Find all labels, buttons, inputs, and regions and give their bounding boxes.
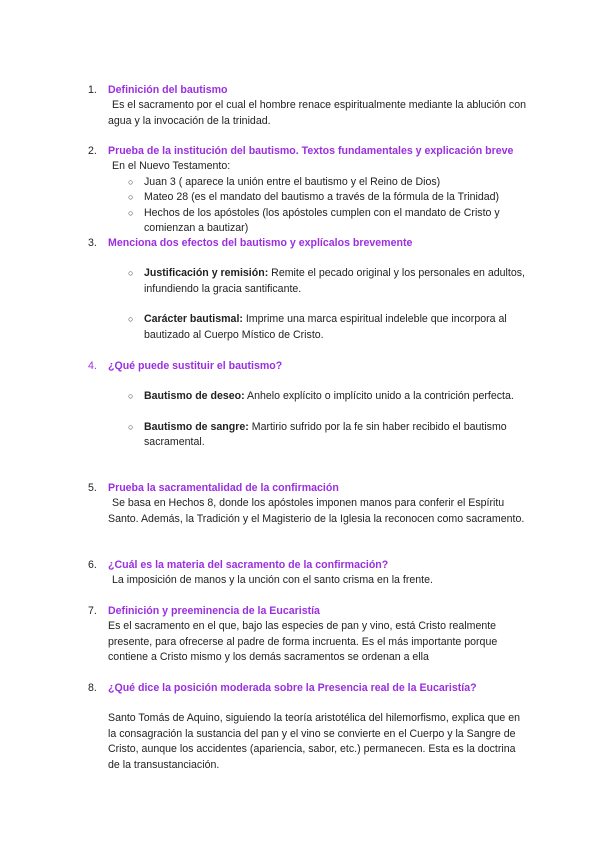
bullet-icon: ○ [128,192,134,203]
list-item: ○ Bautismo de sangre: Martirio sufrido por la fe sin haber recibido el bautismo sacramental. [128,420,507,449]
question-title: Definición del bautismo [108,84,228,96]
effects-list [88,266,528,343]
list-item: ○ Mateo 28 (es el mandato del bautismo a través de la fórmula de la Trinidad) [88,190,528,205]
question-title: ¿Cuál es la materia del sacramento de la confirmación? [108,559,389,571]
question-number: 1. [88,84,97,96]
list-item: ○ Justificación y remisión: Remite el pecado original y los personales en adultos, infundiendo la gracia santificante. [128,267,525,295]
bullet-icon: ○ [128,268,134,279]
question-title: Prueba la sacramentalidad de la confirmación [108,482,339,494]
question-title: Menciona dos efectos del bautismo y explícalos brevemente [108,237,413,249]
question-title: Prueba de la institución del bautismo. Textos fundamentales y explicación breve [108,145,514,157]
question-title: ¿Qué puede sustituir el bautismo? [108,360,283,372]
question-5 [88,481,528,527]
bullet-icon: ○ [128,421,134,432]
question-answer: Se basa en Hechos 8, donde los apóstoles imponen manos para conferir el Espíritu Santo. Además, la Tradición y el Magisterio de la Iglesia la reconocen como sacramento. [108,497,525,525]
question-number: 7. [88,605,97,617]
bullet-icon: ○ [128,314,134,325]
question-answer: Es el sacramento por el cual el hombre renace espiritualmente mediante la ablución con agua y la invocación de la trinidad. [108,99,526,127]
question-1 [88,83,528,129]
question-number: 3. [88,237,97,249]
reference-list [88,175,528,237]
bullet-icon: ○ [128,207,134,218]
list-item: ○ Hechos de los apóstoles (los apóstoles cumplen con el mandato de Cristo y comienzan a bautizar) [128,206,500,235]
substitutes-list [88,389,528,450]
question-number: 4. [88,360,97,372]
question-title: Definición y preeminencia de la Eucaristía [108,605,320,617]
bullet-icon: ○ [128,176,134,187]
question-number: 5. [88,482,97,494]
question-answer: La imposición de manos y la unción con el santo crisma en la frente. [112,574,433,587]
question-number: 2. [88,145,97,157]
question-number: 6. [88,559,97,571]
question-7 [88,604,528,666]
bullet-icon: ○ [128,391,134,402]
question-3 [88,236,528,343]
question-answer: En el Nuevo Testamento: [112,160,231,173]
list-item: ○ Juan 3 ( aparece la unión entre el bautismo y el Reino de Dios) [88,175,528,190]
question-6 [88,558,528,589]
question-title: ¿Qué dice la posición moderada sobre la Presencia real de la Eucaristía? [108,682,477,694]
question-8 [88,681,528,773]
list-item: ○ Bautismo de deseo: Anhelo explícito o implícito unido a la contrición perfecta. [88,389,528,404]
question-answer: Santo Tomás de Aquino, siguiendo la teoría aristotélica del hilemorfismo, explica que en la consagración la sustancia del pan y el vino se convierte en el Cuerpo y la Sangre de Cristo, aunque los accidentes (apariencia, sabor, etc.) permanecen. Esta es la doctrina de la transustanciación. [108,712,521,771]
question-answer: Es el sacramento en el que, bajo las especies de pan y vino, está Cristo realmente presente, para ofrecerse al padre de forma incruenta. Es el más importante porque contiene a Cristo mismo y los demás sacramentos se ordenan a ella [108,620,498,664]
question-4 [88,359,528,451]
list-item: ○ Carácter bautismal: Imprime una marca espiritual indeleble que incorpora al bautizado al Cuerpo Místico de Cristo. [128,313,507,341]
question-number: 8. [88,682,97,694]
question-2 [88,144,528,236]
